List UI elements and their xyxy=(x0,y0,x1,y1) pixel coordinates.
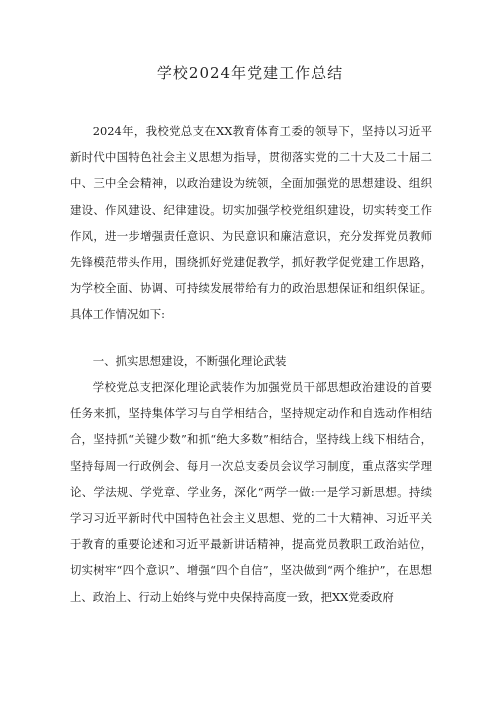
section-heading: 一、抓实思想建设，不断强化理论武装 xyxy=(92,354,287,368)
section-body-paragraph: 学校党总支把深化理论武装作为加强党员干部思想政治建设的首要任务来抓，坚持集体学习与自学相结合，坚持规定动作和自选动作相结合，坚持抓“关键少数”和抓“绝大多数”相结合，坚持线上线下相结合，坚持每周一行政例会、每月一次总支委员会议学习制度，重点落实学理论、学法规、学党章、学业务，深化“两学一做:一是学习新思想。持续学习习近平新时代中国特色社会主义思想、党的二十大精神、习近平关于教育的重要论述和习近平最新讲话精神，提高党员教职工政治站位，切实树牢“四个意识”、增强“四个自信”，坚决做到“两个维护”，在思想上、政治上、行动上始终与党中央保持高度一致，把XX党委政府 xyxy=(70,380,432,604)
document-title: 学校2024年党建工作总结 xyxy=(156,64,344,82)
intro-paragraph: 2024年，我校党总支在XX教育体育工委的领导下，坚持以习近平新时代中国特色社会主义思想为指导，贯彻落实党的二十大及二十届二中、三中全会精神，以政治建设为统领，全面加强党的思想建设、组织建设、作风建设、纪律建设。切实加强学校党组织建设，切实转变工作作风，进一步增强责任意识、为民意识和廉洁意识，充分发挥党员教师先锋模范带头作用，围绕抓好党建促教学，抓好教学促党建工作思路，为学校全面、协调、可持续发展带给有力的政治思想保证和组织保证。具体工作情况如下: xyxy=(70,124,432,322)
